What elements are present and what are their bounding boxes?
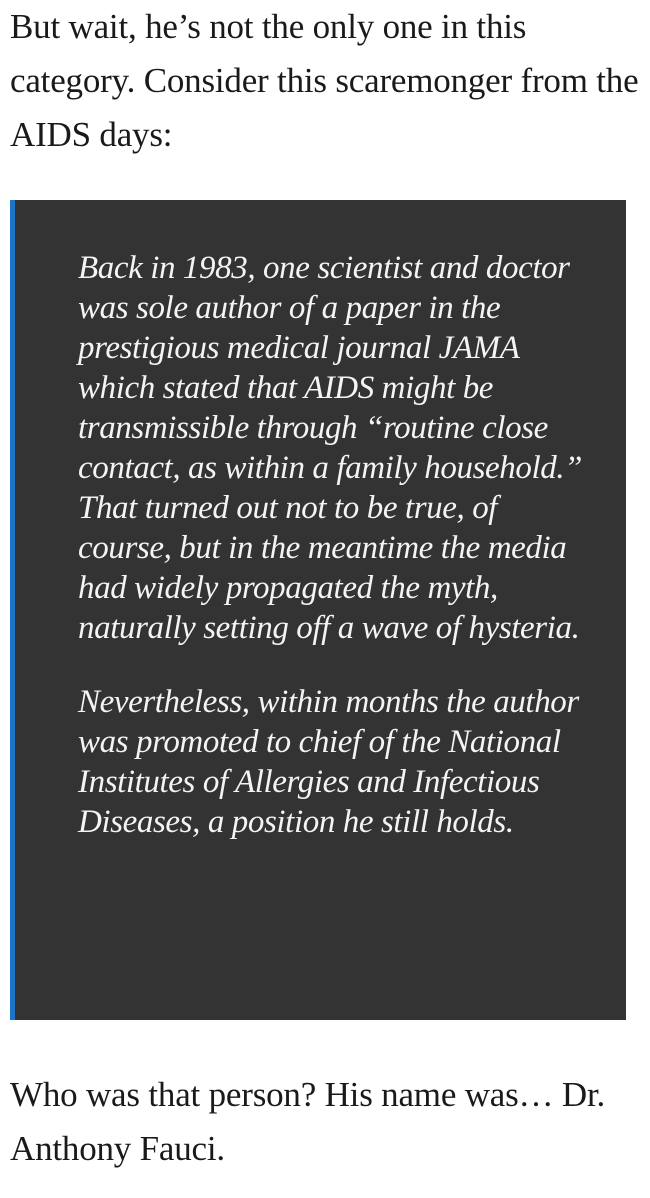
quote-block	[10, 200, 626, 1020]
quote-paragraph-2: Nevertheless, within months the author was promoted to chief of the National Institutes of Allergies and Infectious Diseases, a position he still holds.	[78, 684, 579, 840]
quote-paragraph-1: Back in 1983, one scientist and doctor was sole author of a paper in the prestigious medical journal JAMA which stated that AIDS might be transmissible through “routine close contact, as within a family household.” That turned out not to be true, of course, but in the meantime the media had widely propagated the myth, naturally setting off a wave of hysteria.	[78, 250, 583, 646]
outro-paragraph: Who was that person? His name was… Dr. Anthony Fauci.	[10, 1075, 606, 1168]
intro-paragraph: But wait, he’s not the only one in this category. Consider this scaremonger from the AIDS days:	[10, 7, 639, 154]
